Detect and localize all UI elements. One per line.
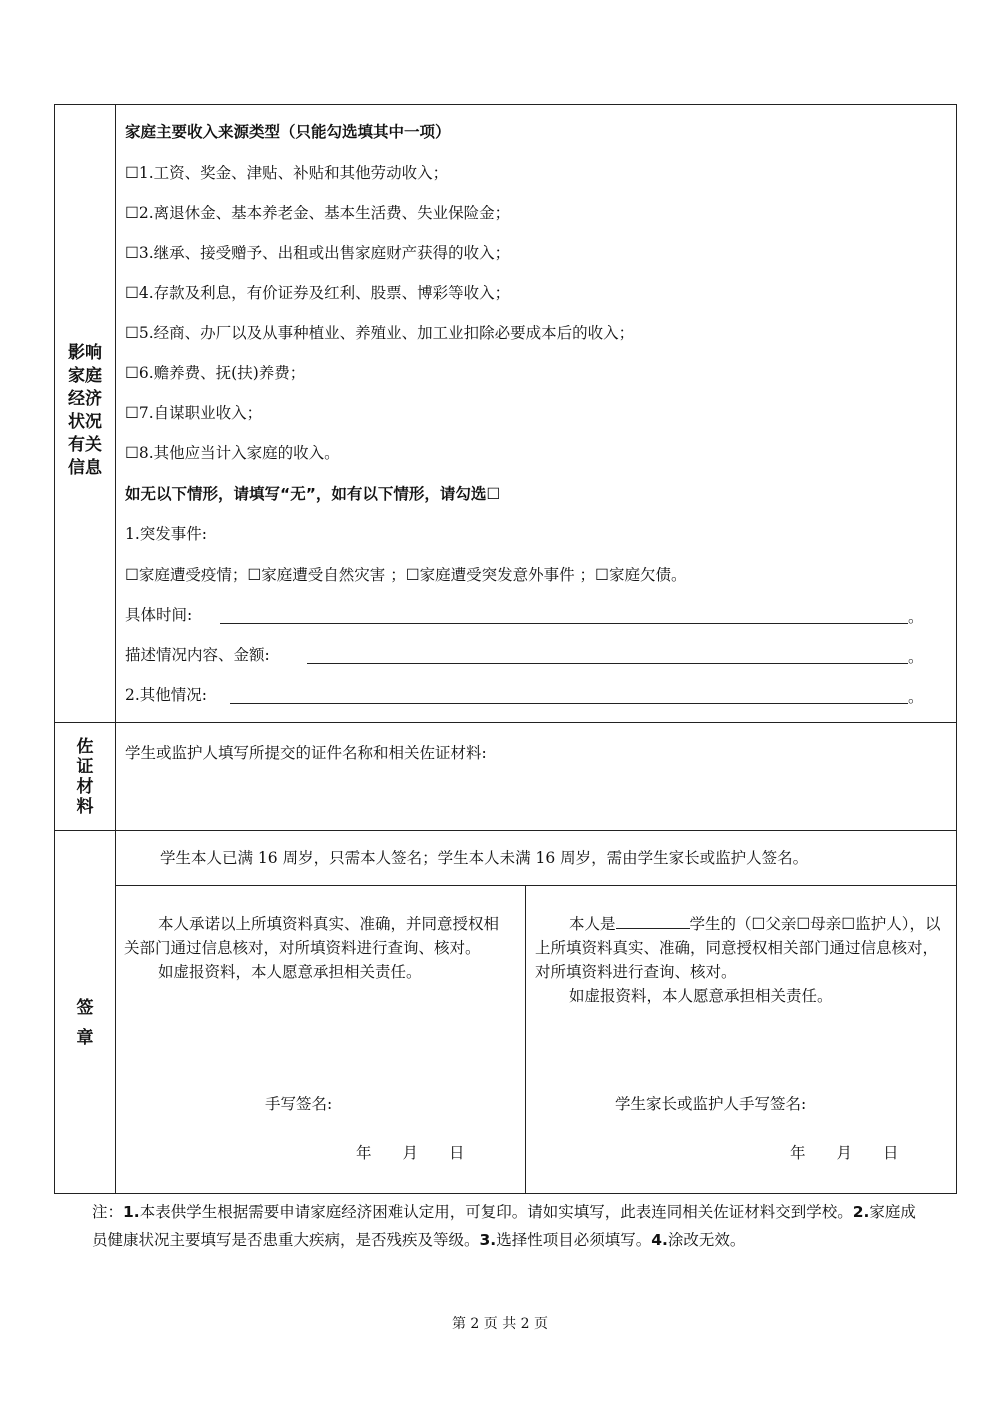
label-line: 材	[76, 777, 94, 797]
note-num-3: 3.	[479, 1231, 497, 1249]
emergency-label: 1.突发事件:	[125, 525, 208, 543]
desc-input-line[interactable]	[307, 663, 908, 664]
section-divider-2	[55, 830, 956, 831]
label-line: 信息	[68, 458, 102, 478]
label-line: 状况	[68, 412, 102, 432]
emergency-options[interactable]: ☐家庭遭受疫情；☐家庭遭受自然灾害 ；☐家庭遭受突发意外事件 ；☐家庭欠债。	[125, 566, 687, 584]
income-option-5[interactable]: ☐5.经商、办厂以及从事种植业、养殖业、加工业扣除必要成本后的收入；	[125, 324, 635, 342]
income-option-7[interactable]: ☐7.自谋职业收入；	[125, 404, 263, 422]
sign-split-divider	[525, 885, 526, 1193]
income-heading: 家庭主要收入来源类型（只能勾选填其中一项）	[125, 123, 451, 141]
note-num-4: 4.	[651, 1231, 668, 1249]
income-option-4[interactable]: ☐4.存款及利息，有价证券及红利、股票、博彩等收入；	[125, 284, 511, 302]
note-text-4: 涂改无效。	[667, 1231, 746, 1249]
income-section-label	[55, 342, 115, 480]
left-para-2: 如虚报资料，本人愿意承担相关责任。	[158, 963, 422, 981]
income-option-1[interactable]: ☐1.工资、奖金、津贴、补贴和其他劳动收入；	[125, 164, 449, 182]
time-label: 具体时间:	[125, 606, 193, 624]
sign-notice: 学生本人已满 16 周岁，只需本人签名；学生本人未满 16 周岁，需由学生家长或监护人签名。	[160, 849, 809, 867]
label-line: 有关	[68, 435, 102, 455]
page-number: 第 2 页 共 2 页	[451, 1316, 549, 1332]
right-para-1-a: 本人是	[569, 915, 616, 933]
left-sign-label: 手写签名:	[265, 1095, 333, 1113]
note-text-1: 本表供学生根据需要申请家庭经济困难认定用，可复印。请如实填写，此表连同相关佐证材料交到学校。	[139, 1203, 853, 1221]
note-num-1: 1.	[123, 1203, 140, 1221]
label-line: 章	[76, 1028, 94, 1048]
situation-heading: 如无以下情形，请填写“无”，如有以下情形，请勾选☐	[125, 485, 501, 503]
left-date: 年 月 日	[356, 1144, 465, 1162]
desc-period: 。	[908, 648, 924, 666]
other-label: 2.其他情况:	[125, 686, 208, 704]
label-line: 家庭	[68, 366, 102, 386]
other-period: 。	[908, 688, 924, 706]
label-column-divider	[115, 105, 116, 1193]
note-prefix: 注：	[92, 1203, 124, 1221]
income-option-6[interactable]: ☐6.赡养费、抚(扶)养费；	[125, 364, 306, 382]
income-option-8[interactable]: ☐8.其他应当计入家庭的收入。	[125, 444, 340, 462]
desc-label: 描述情况内容、金额:	[125, 646, 270, 664]
other-input-line[interactable]	[230, 703, 908, 704]
right-para-1	[535, 912, 947, 984]
time-period: 。	[908, 608, 924, 626]
left-commitment	[124, 912, 514, 984]
student-name-blank[interactable]	[616, 914, 690, 929]
label-line: 佐	[76, 737, 94, 757]
right-commitment	[535, 912, 947, 1008]
note-num-2: 2.	[852, 1203, 870, 1221]
note-text-3: 选择性项目必须填写。	[496, 1231, 652, 1249]
income-option-2[interactable]: ☐2.离退休金、基本养老金、基本生活费、失业保险金；	[125, 204, 511, 222]
note-text-2: 家庭成员健康状况主要填写是否患重大疾病，是否残疾及等级。	[92, 1203, 916, 1249]
form-note	[92, 1198, 922, 1254]
section-divider-1	[55, 722, 956, 723]
sign-notice-divider	[115, 885, 956, 886]
label-line: 影响	[68, 343, 102, 363]
right-date: 年 月 日	[790, 1144, 899, 1162]
left-para-1: 本人承诺以上所填资料真实、准确，并同意授权相关部门通过信息核对，对所填资料进行查询、核对。	[124, 915, 500, 957]
sign-section-label	[55, 993, 115, 1053]
right-para-1-b: 学生的（☐父亲☐母亲☐监护人），以上所填资料真实、准确，同意授权相关部门通过信息核对，对所填资料进行查询、核对。	[535, 915, 941, 981]
label-line: 签	[76, 998, 94, 1018]
income-option-3[interactable]: ☐3.继承、接受赠予、出租或出售家庭财产获得的收入；	[125, 244, 511, 262]
label-line: 经济	[68, 389, 102, 409]
time-input-line[interactable]	[220, 623, 908, 624]
label-line: 料	[76, 797, 94, 817]
evidence-section-label	[55, 737, 115, 817]
label-line: 证	[76, 757, 94, 777]
right-sign-label: 学生家长或监护人手写签名:	[615, 1095, 807, 1113]
right-para-2: 如虚报资料，本人愿意承担相关责任。	[569, 987, 833, 1005]
evidence-text: 学生或监护人填写所提交的证件名称和相关佐证材料:	[125, 744, 487, 762]
